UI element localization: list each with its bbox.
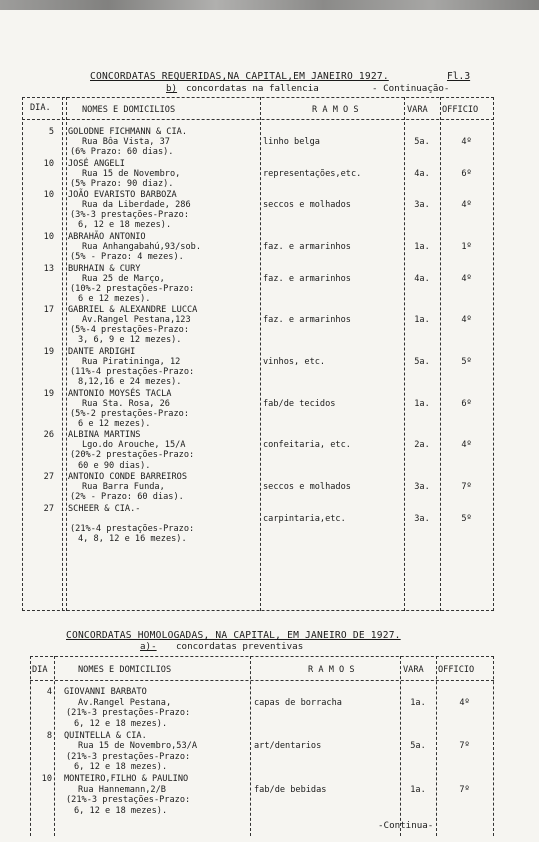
row-company-name: GOLODNE FICHMANN & CIA.	[68, 127, 187, 137]
row-terms: (6% Prazo: 60 dias).	[70, 147, 174, 158]
table-rule	[260, 97, 261, 611]
row-ramo: fab/de bebidas	[254, 784, 327, 795]
table-rule	[22, 610, 494, 611]
row-officio: 4º	[461, 200, 472, 211]
row-terms: (5%-4 prestações-Prazo:	[70, 325, 189, 336]
col-header-ramo: R A M O S	[308, 665, 355, 675]
section2-subtitle-prefix: a)-	[140, 641, 157, 652]
row-terms: 6, 12 e 18 mezes).	[74, 805, 168, 816]
page-number: Fl.3	[447, 71, 471, 82]
section2-subtitle: concordatas preventivas	[176, 641, 304, 652]
col-header-vara: VARA	[407, 105, 428, 115]
row-officio: 4º	[461, 440, 472, 451]
row-terms: 60 e 90 dias).	[78, 460, 151, 471]
table-rule	[22, 97, 494, 98]
row-terms: (5% Prazo: 90 diaz).	[70, 178, 174, 189]
col-header-day: DIA	[32, 665, 48, 675]
row-day: 10	[43, 190, 54, 201]
row-day: 10	[41, 774, 52, 785]
row-day: 4	[46, 687, 52, 697]
row-day: 8	[46, 730, 52, 741]
row-terms: 8,12,16 e 24 mezes).	[78, 377, 182, 388]
row-terms: (21%-3 prestações-Prazo:	[66, 751, 191, 762]
row-company-name: ANTONIO CONDE BARREIROS	[68, 472, 187, 482]
row-vara: 1a.	[410, 784, 426, 795]
row-terms: 3, 6, 9 e 12 mezes).	[78, 335, 182, 346]
row-company-name: ABRAHÃO ANTONIO	[68, 231, 146, 242]
table-rule	[493, 656, 494, 836]
section1-table	[22, 97, 494, 611]
row-ramo: representações,etc.	[263, 168, 362, 179]
table-rule	[54, 656, 55, 836]
row-vara: 3a.	[414, 200, 430, 211]
row-day: 10	[43, 158, 54, 169]
row-vara: 1a.	[414, 398, 430, 409]
row-officio: 4º	[459, 697, 470, 708]
col-header-name: NOMES E DOMICILIOS	[82, 105, 176, 115]
row-day: 5	[48, 127, 54, 137]
row-ramo: faz. e armarinhos	[263, 241, 351, 252]
row-company-name: MONTEIRO,FILHO & PAULINO	[64, 774, 189, 785]
row-ramo: carpintaria,etc.	[263, 513, 346, 524]
row-terms: (21%-3 prestações-Prazo:	[66, 708, 191, 719]
row-address: Rua Piratininga, 12	[82, 356, 181, 367]
row-company-name: GABRIEL & ALEXANDRE LUCCA	[68, 305, 198, 316]
row-vara: 4a.	[414, 168, 430, 179]
row-terms: (2% - Prazo: 60 dias).	[70, 492, 184, 503]
row-address: Rua Barra Funda,	[82, 482, 165, 493]
row-vara: 1a.	[414, 241, 430, 252]
row-terms: (11%-4 prestações-Prazo:	[70, 367, 195, 378]
section2-continuation: -Continua-	[378, 820, 434, 831]
scan-edge-smudge	[0, 0, 539, 10]
row-ramo: seccos e molhados	[263, 482, 351, 493]
row-ramo: faz. e armarinhos	[263, 315, 351, 326]
row-company-name: ALBINA MARTINS	[68, 430, 141, 441]
row-day: 19	[43, 346, 54, 357]
row-address: Lgo.do Arouche, 15/A	[82, 440, 186, 451]
table-rule	[493, 97, 494, 611]
row-vara: 5a.	[414, 356, 430, 367]
col-header-day: DIA.	[30, 103, 51, 113]
row-vara: 4a.	[414, 273, 430, 284]
table-rule	[62, 97, 63, 611]
row-ramo: faz. e armarinhos	[263, 273, 351, 284]
row-vara: 5a.	[414, 137, 430, 148]
row-day: 19	[43, 388, 54, 399]
row-address: Rua 25 de Março,	[82, 273, 165, 284]
col-header-officio: OFFICIO	[438, 665, 475, 675]
row-vara: 1a.	[410, 697, 426, 708]
row-terms: 4, 8, 12 e 16 mezes).	[78, 533, 187, 544]
row-terms: 6 e 12 mezes).	[78, 418, 151, 429]
row-vara: 3a.	[414, 482, 430, 493]
row-vara: 5a.	[410, 741, 426, 752]
row-address: Rua Sta. Rosa, 26	[82, 398, 170, 409]
row-officio: 7º	[459, 741, 470, 752]
row-officio: 7º	[461, 482, 472, 493]
row-address: Rua 15 de Novembro,53/A	[78, 741, 197, 752]
row-officio: 4º	[461, 315, 472, 326]
table-rule	[66, 97, 67, 611]
row-officio: 5º	[461, 513, 472, 524]
row-day: 17	[43, 305, 54, 316]
row-ramo: capas de borracha	[254, 697, 342, 708]
row-ramo: confeitaria, etc.	[263, 440, 351, 451]
row-ramo: seccos e molhados	[263, 200, 351, 211]
section1-continuation: - Continuação-	[372, 83, 450, 94]
row-terms: (3%-3 prestações-Prazo:	[70, 210, 189, 221]
row-address: Rua Bôa Vista, 37	[82, 137, 170, 148]
row-address: Rua Hannemann,2/B	[78, 784, 166, 795]
row-officio: 4º	[461, 137, 472, 148]
table-rule	[22, 119, 494, 120]
row-terms: 6, 12 e 18 mezes).	[78, 220, 172, 231]
col-header-officio: OFFICIO	[442, 105, 479, 115]
section1-subtitle-prefix: b)	[166, 83, 178, 94]
row-ramo: fab/de tecidos	[263, 398, 336, 409]
table-rule	[30, 680, 494, 681]
row-officio: 1º	[461, 241, 472, 252]
row-vara: 2a.	[414, 440, 430, 451]
table-rule	[30, 656, 31, 836]
section2-title: CONCORDATAS HOMOLOGADAS, NA CAPITAL, EM JANEIRO DE 1927.	[66, 630, 401, 641]
row-terms: 6, 12 e 18 mezes).	[74, 718, 168, 729]
row-terms: (5%-2 prestações-Prazo:	[70, 408, 189, 419]
row-company-name: QUINTELLA & CIA.	[64, 730, 147, 741]
row-address: Rua 15 de Novembro,	[82, 168, 181, 179]
row-address: Av.Rangel Pestana,123	[82, 315, 191, 326]
section1-subtitle: concordatas na fallencia	[186, 83, 319, 94]
row-day: 27	[43, 503, 54, 514]
row-officio: 5º	[461, 356, 472, 367]
section1-title: CONCORDATAS REQUERIDAS,NA CAPITAL,EM JANEIRO 1927.	[90, 71, 389, 82]
row-terms: (21%-3 prestações-Prazo:	[66, 795, 191, 806]
row-address: Rua da Liberdade, 286	[82, 200, 191, 211]
row-terms: (21%-4 prestações-Prazo:	[70, 523, 195, 534]
col-header-vara: VARA	[403, 665, 424, 675]
row-officio: 7º	[459, 784, 470, 795]
section2-table	[30, 656, 494, 836]
row-day: 13	[43, 263, 54, 274]
row-company-name: SCHEER & CIA.-	[68, 503, 141, 514]
row-terms: (20%-2 prestações-Prazo:	[70, 450, 195, 461]
table-rule	[30, 656, 494, 657]
row-terms: (5% - Prazo: 4 mezes).	[70, 252, 184, 263]
row-terms: (10%-2 prestações-Prazo:	[70, 283, 195, 294]
row-vara: 1a.	[414, 315, 430, 326]
col-header-ramo: R A M O S	[312, 105, 359, 115]
row-company-name: ANTONIO MOYSÉS TACLA	[68, 388, 172, 399]
row-terms: 6 e 12 mezes).	[78, 293, 151, 304]
table-rule	[250, 656, 251, 836]
row-address: Av.Rangel Pestana,	[78, 697, 172, 708]
row-ramo: vinhos, etc.	[263, 356, 326, 367]
row-address: Rua Anhangabahú,93/sob.	[82, 241, 201, 252]
row-company-name: JOSÉ ANGELI	[68, 158, 125, 169]
row-vara: 3a.	[414, 513, 430, 524]
row-officio: 6º	[461, 398, 472, 409]
row-company-name: JOÃO EVARISTO BARBOZA	[68, 190, 177, 201]
row-company-name: DANTE ARDIGHI	[68, 346, 136, 357]
row-company-name: GIOVANNI BARBATO	[64, 687, 147, 697]
row-day: 27	[43, 472, 54, 482]
row-ramo: art/dentarios	[254, 741, 322, 752]
col-header-name: NOMES E DOMICILIOS	[78, 665, 172, 675]
row-ramo: linho belga	[263, 137, 320, 148]
row-day: 10	[43, 231, 54, 242]
row-terms: 6, 12 e 18 mezes).	[74, 762, 168, 773]
row-officio: 6º	[461, 168, 472, 179]
row-officio: 4º	[461, 273, 472, 284]
row-company-name: BURHAIN & CURY	[68, 263, 141, 274]
row-day: 26	[43, 430, 54, 441]
